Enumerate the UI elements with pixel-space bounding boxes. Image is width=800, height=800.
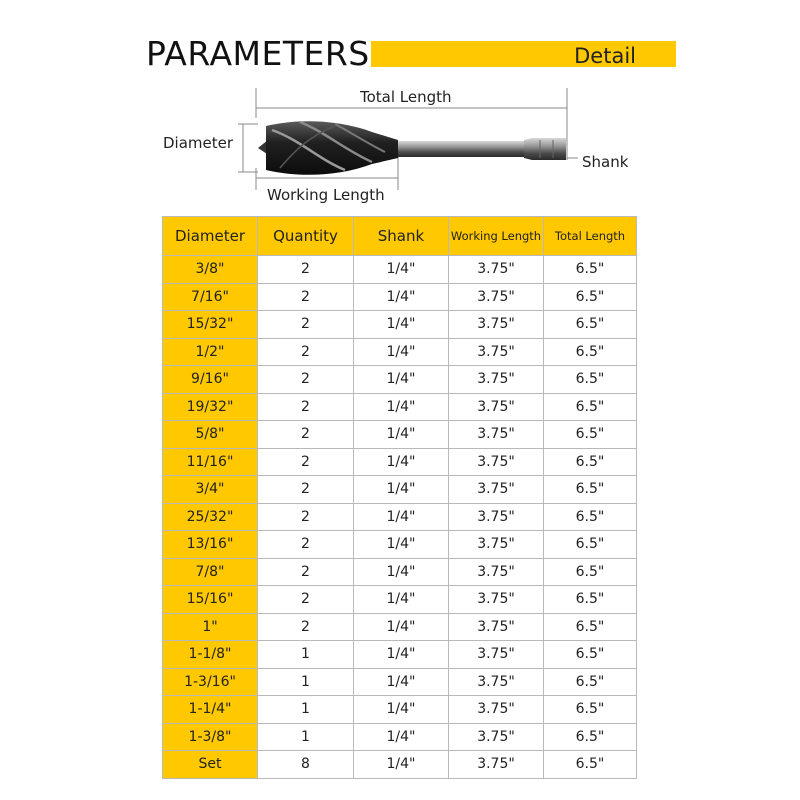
- working-length-cell: 3.75": [449, 476, 544, 504]
- shank-cell: 1/4": [354, 476, 449, 504]
- working-length-cell: 3.75": [449, 751, 544, 779]
- quantity-cell: 2: [258, 503, 354, 531]
- drill-bit-icon: [258, 121, 566, 175]
- diameter-cell: 1-3/8": [163, 723, 258, 751]
- table-row: [163, 531, 637, 559]
- total-length-cell: 6.5": [544, 393, 637, 421]
- total-length-label: Total Length: [360, 88, 452, 106]
- diameter-label: Diameter: [163, 134, 234, 152]
- total-length-cell: 6.5": [544, 586, 637, 614]
- working-length-cell: 3.75": [449, 558, 544, 586]
- diameter-cell: 5/8": [163, 421, 258, 449]
- quantity-cell: 8: [258, 751, 354, 779]
- diameter-cell: 7/8": [163, 558, 258, 586]
- shank-cell: 1/4": [354, 641, 449, 669]
- working-length-cell: 3.75": [449, 613, 544, 641]
- diameter-cell: 3/4": [163, 476, 258, 504]
- total-length-cell: 6.5": [544, 558, 637, 586]
- diameter-cell: 7/16": [163, 283, 258, 311]
- working-length-label: Working Length: [267, 186, 385, 204]
- table-row: [163, 476, 637, 504]
- shank-cell: 1/4": [354, 586, 449, 614]
- total-length-cell: 6.5": [544, 723, 637, 751]
- total-length-cell: 6.5": [544, 311, 637, 339]
- parameters-table: [162, 216, 637, 779]
- shank-cell: 1/4": [354, 503, 449, 531]
- working-length-cell: 3.75": [449, 338, 544, 366]
- shank-cell: 1/4": [354, 668, 449, 696]
- diameter-cell: 15/32": [163, 311, 258, 339]
- shank-cell: 1/4": [354, 283, 449, 311]
- quantity-cell: 2: [258, 283, 354, 311]
- diameter-cell: 1/2": [163, 338, 258, 366]
- total-length-cell: 6.5": [544, 476, 637, 504]
- working-length-cell: 3.75": [449, 421, 544, 449]
- diameter-cell: 25/32": [163, 503, 258, 531]
- total-length-cell: 6.5": [544, 283, 637, 311]
- table-row: [163, 421, 637, 449]
- shank-cell: 1/4": [354, 448, 449, 476]
- table-row: [163, 338, 637, 366]
- header-total-length: Total Length: [544, 217, 637, 256]
- working-length-cell: 3.75": [449, 531, 544, 559]
- working-length-cell: 3.75": [449, 586, 544, 614]
- table-row: [163, 723, 637, 751]
- diameter-dimension: [238, 124, 258, 172]
- quantity-cell: 1: [258, 641, 354, 669]
- total-length-cell: 6.5": [544, 448, 637, 476]
- table-row: [163, 366, 637, 394]
- page-title: PARAMETERS: [146, 34, 370, 73]
- total-length-cell: 6.5": [544, 531, 637, 559]
- diameter-cell: 9/16": [163, 366, 258, 394]
- total-length-cell: 6.5": [544, 256, 637, 284]
- total-length-cell: 6.5": [544, 613, 637, 641]
- diameter-cell: Set: [163, 751, 258, 779]
- working-length-cell: 3.75": [449, 366, 544, 394]
- diameter-cell: 11/16": [163, 448, 258, 476]
- diameter-cell: 1-1/4": [163, 696, 258, 724]
- table-row: [163, 558, 637, 586]
- table-row: [163, 668, 637, 696]
- shank-cell: 1/4": [354, 256, 449, 284]
- total-length-cell: 6.5": [544, 751, 637, 779]
- table-row: [163, 448, 637, 476]
- quantity-cell: 2: [258, 366, 354, 394]
- working-length-cell: 3.75": [449, 393, 544, 421]
- quantity-cell: 2: [258, 476, 354, 504]
- header-quantity: Quantity: [258, 217, 354, 256]
- table-row: [163, 283, 637, 311]
- detail-label: Detail: [574, 44, 636, 68]
- diameter-cell: 1-1/8": [163, 641, 258, 669]
- total-length-cell: 6.5": [544, 421, 637, 449]
- quantity-cell: 1: [258, 723, 354, 751]
- diameter-cell: 19/32": [163, 393, 258, 421]
- table-header-row: [163, 217, 637, 256]
- total-length-cell: 6.5": [544, 641, 637, 669]
- header-working-length: Working Length: [449, 217, 544, 256]
- total-length-cell: 6.5": [544, 338, 637, 366]
- header-diameter: Diameter: [163, 217, 258, 256]
- diameter-cell: 1": [163, 613, 258, 641]
- working-length-cell: 3.75": [449, 723, 544, 751]
- working-length-cell: 3.75": [449, 641, 544, 669]
- total-length-cell: 6.5": [544, 696, 637, 724]
- quantity-cell: 2: [258, 558, 354, 586]
- quantity-cell: 2: [258, 393, 354, 421]
- quantity-cell: 1: [258, 668, 354, 696]
- table-row: [163, 641, 637, 669]
- working-length-cell: 3.75": [449, 503, 544, 531]
- working-length-cell: 3.75": [449, 283, 544, 311]
- table-row: [163, 311, 637, 339]
- total-length-cell: 6.5": [544, 366, 637, 394]
- working-length-cell: 3.75": [449, 696, 544, 724]
- quantity-cell: 2: [258, 338, 354, 366]
- table-row: [163, 586, 637, 614]
- table-row: [163, 393, 637, 421]
- shank-label: Shank: [582, 153, 629, 171]
- diameter-cell: 1-3/16": [163, 668, 258, 696]
- shank-cell: 1/4": [354, 696, 449, 724]
- working-length-cell: 3.75": [449, 668, 544, 696]
- table-row: [163, 696, 637, 724]
- shank-cell: 1/4": [354, 723, 449, 751]
- total-length-cell: 6.5": [544, 503, 637, 531]
- quantity-cell: 2: [258, 311, 354, 339]
- table-row: [163, 256, 637, 284]
- quantity-cell: 2: [258, 421, 354, 449]
- quantity-cell: 2: [258, 613, 354, 641]
- shank-cell: 1/4": [354, 338, 449, 366]
- quantity-cell: 2: [258, 531, 354, 559]
- shank-cell: 1/4": [354, 421, 449, 449]
- shank-cell: 1/4": [354, 393, 449, 421]
- shank-cell: 1/4": [354, 558, 449, 586]
- quantity-cell: 2: [258, 586, 354, 614]
- table-row: [163, 613, 637, 641]
- quantity-cell: 2: [258, 448, 354, 476]
- diameter-cell: 15/16": [163, 586, 258, 614]
- working-length-cell: 3.75": [449, 256, 544, 284]
- working-length-cell: 3.75": [449, 311, 544, 339]
- quantity-cell: 2: [258, 256, 354, 284]
- quantity-cell: 1: [258, 696, 354, 724]
- table-row: [163, 751, 637, 779]
- shank-cell: 1/4": [354, 751, 449, 779]
- diameter-cell: 3/8": [163, 256, 258, 284]
- shank-cell: 1/4": [354, 531, 449, 559]
- total-length-cell: 6.5": [544, 668, 637, 696]
- table-row: [163, 503, 637, 531]
- table-body: [163, 256, 637, 779]
- shank-cell: 1/4": [354, 613, 449, 641]
- shank-cell: 1/4": [354, 366, 449, 394]
- diameter-cell: 13/16": [163, 531, 258, 559]
- working-length-cell: 3.75": [449, 448, 544, 476]
- header-shank: Shank: [354, 217, 449, 256]
- shank-cell: 1/4": [354, 311, 449, 339]
